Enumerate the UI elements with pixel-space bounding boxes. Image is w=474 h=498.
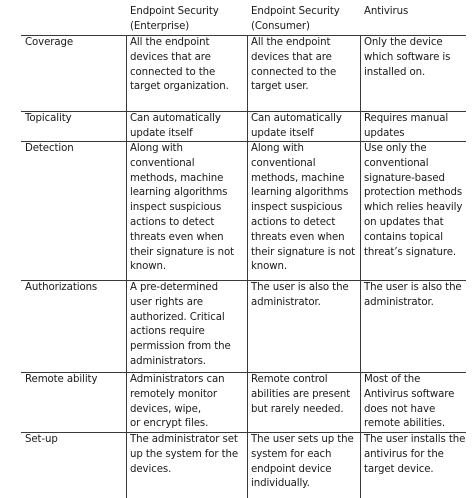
row-label-remote-ability: Remote ability bbox=[25, 374, 98, 385]
row-label-authorizations: Authorizations bbox=[25, 282, 98, 293]
row-label-detection: Detection bbox=[25, 143, 74, 154]
cell-detection-antivirus: Use only the conventional signature-based protection methods which relies heavily on updates that contains topical threat’s signature. bbox=[364, 143, 463, 258]
cell-topicality-enterprise: Can automatically update itself bbox=[130, 113, 221, 139]
cell-authorizations-enterprise: A pre-determined user rights are authorized. Critical actions require permission from the administrators. bbox=[130, 282, 231, 367]
header-endpoint-consumer: Endpoint Security (Consumer) bbox=[251, 6, 340, 32]
header-antivirus: Antivirus bbox=[364, 6, 409, 17]
header-endpoint-enterprise: Endpoint Security (Enterprise) bbox=[130, 6, 219, 32]
row-label-set-up: Set-up bbox=[25, 434, 58, 445]
row-label-topicality: Topicality bbox=[25, 113, 72, 124]
column-divider-1 bbox=[126, 35, 127, 498]
cell-remote-consumer: Remote control abilities are present but rarely needed. bbox=[251, 374, 351, 415]
cell-topicality-antivirus: Requires manual updates bbox=[364, 113, 449, 139]
cell-remote-antivirus: Most of the Antivirus software does not have remote abilities. bbox=[364, 374, 455, 430]
cell-topicality-consumer: Can automatically update itself bbox=[251, 113, 342, 139]
cell-coverage-enterprise: All the endpoint devices that are connected to the target organization. bbox=[130, 37, 229, 93]
cell-setup-antivirus: The user installs the antivirus for the target device. bbox=[364, 434, 466, 475]
cell-detection-consumer: Along with conventional methods, machine learning algorithms inspect suspicious actions to detect threats even when their signature is not known. bbox=[251, 143, 356, 273]
cell-authorizations-antivirus: The user is also the administrator. bbox=[364, 282, 462, 308]
row-label-coverage: Coverage bbox=[25, 37, 74, 48]
cell-coverage-antivirus: Only the device which software is installed on. bbox=[364, 37, 451, 78]
cell-detection-enterprise: Along with conventional methods, machine learning algorithms inspect suspicious actions to detect threats even when their signature is not known. bbox=[130, 143, 235, 273]
cell-authorizations-consumer: The user is also the administrator. bbox=[251, 282, 349, 308]
cell-remote-enterprise: Administrators can remotely monitor devices, wipe, or encrypt files. bbox=[130, 374, 225, 430]
cell-setup-enterprise: The administrator set up the system for the devices. bbox=[130, 434, 239, 475]
cell-setup-consumer: The user sets up the system for each endpoint device individually. bbox=[251, 434, 354, 490]
cell-coverage-consumer: All the endpoint devices that are connected to the target user. bbox=[251, 37, 337, 93]
